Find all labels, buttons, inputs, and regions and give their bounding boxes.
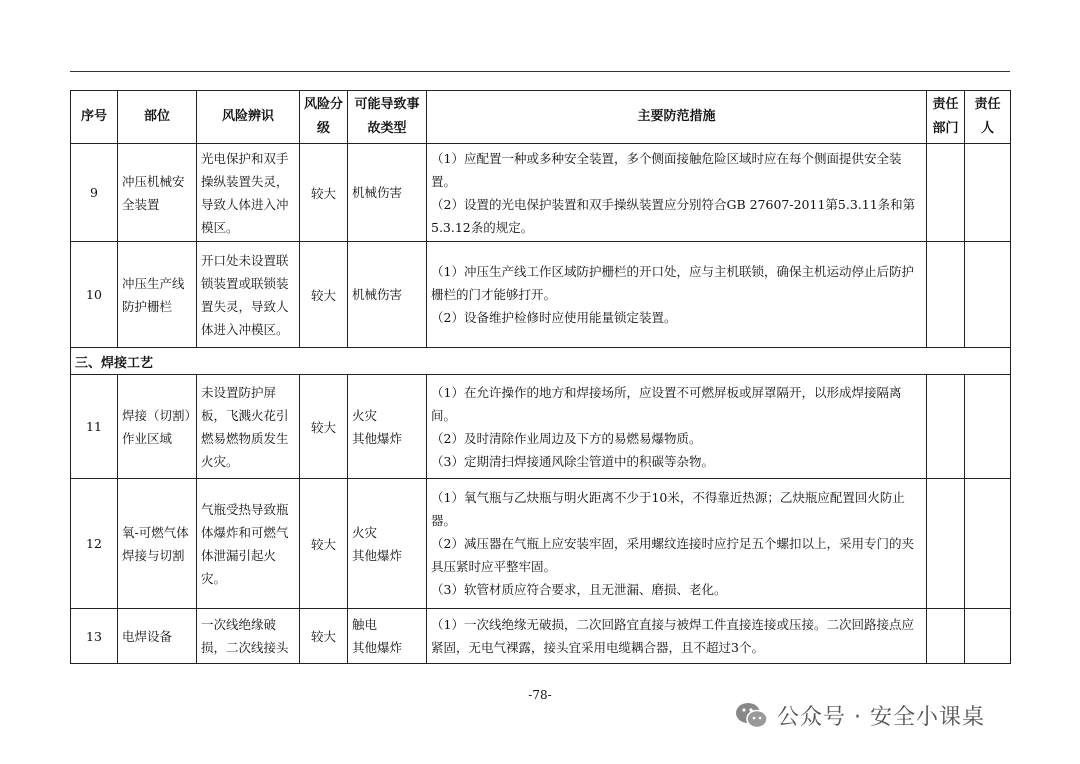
row-part: 冲压生产线防护栅栏 [118,242,197,348]
row-dept [927,375,965,479]
top-rule [70,71,1010,72]
measure-item: （2）及时清除作业周边及下方的易燃易爆物质。 [431,430,702,446]
row-accident [348,609,427,664]
row-measures [427,242,927,348]
measure-item: （1）应配置一种或多种安全装置，多个侧面接触危险区域时应在每个侧面提供安全装置。 [431,150,902,189]
table-row [71,609,1011,664]
row-part: 电焊设备 [118,609,197,664]
row-person [965,479,1011,609]
accident-type: 其他爆炸 [352,430,403,446]
header-no: 序号 [71,91,118,144]
row-part: 焊接（切割）作业区域 [118,375,197,479]
risk-table [70,90,1011,664]
measure-item: （2）设备维护检修时应使用能量锁定装置。 [431,310,677,325]
row-person [965,242,1011,348]
table-row [71,144,1011,242]
table-body-welding [71,375,1011,664]
measure-item: （1）在允许操作的地方和焊接场所，应设置不可燃屏板或屏罩隔开，以形成焊接隔离间。 [431,384,902,423]
row-number: 13 [71,609,118,664]
row-accident [348,375,427,479]
row-number: 10 [71,242,118,348]
row-risk: 气瓶受热导致瓶体爆炸和可燃气体泄漏引起火灾。 [197,479,300,609]
accident-type: 火灾 [352,524,378,540]
table-row [71,242,1011,348]
accident-type: 火灾 [352,407,378,423]
section-title: 三、焊接工艺 [71,348,1011,375]
row-person [965,375,1011,479]
row-level: 较大 [300,609,348,664]
header-measures: 主要防范措施 [427,91,927,144]
table-body-machinery [71,144,1011,348]
row-dept [927,609,965,664]
header-part: 部位 [118,91,197,144]
header-risk: 风险辨识 [197,91,300,144]
header-level: 风险分级 [300,91,348,144]
accident-type: 其他爆炸 [352,547,403,563]
row-dept [927,242,965,348]
measure-item: （3）定期清扫焊接通风除尘管道中的积碳等杂物。 [431,453,714,469]
watermark [735,700,985,731]
measure-item: （1）氧气瓶与乙炔瓶与明火距离不少于10米，不得靠近热源；乙炔瓶应配置回火防止器。 [431,490,905,528]
accident-type: 触电 [352,617,378,632]
row-measures [427,479,927,609]
accident-type: 机械伤害 [352,287,403,302]
row-number: 12 [71,479,118,609]
row-level: 较大 [300,375,348,479]
row-level: 较大 [300,479,348,609]
table-row [71,375,1011,479]
wechat-icon [735,701,769,731]
row-dept [927,479,965,609]
row-risk: 光电保护和双手操纵装置失灵，导致人体进入冲模区。 [197,144,300,242]
row-measures [427,609,927,664]
header-person: 责任人 [965,91,1011,144]
row-level: 较大 [300,242,348,348]
header-accident: 可能导致事故类型 [348,91,427,144]
accident-type: 其他爆炸 [352,640,403,655]
measure-item: （2）设置的光电保护装置和双手操纵装置应分别符合GB 27607-2011第5.3.11条和第5.3.12条的规定。 [431,196,916,235]
watermark-text: 公众号 · 安全小课桌 [777,705,985,730]
measure-item: （1）冲压生产线工作区域防护栅栏的开口处，应与主机联锁，确保主机运动停止后防护栅栏的门才能够打开。 [431,264,914,302]
measure-item: （3）软管材质应符合要求，且无泄漏、磨损、老化。 [431,582,727,597]
table-row [71,479,1011,609]
row-person [965,144,1011,242]
row-accident [348,144,427,242]
row-dept [927,144,965,242]
row-part: 氧-可燃气体焊接与切割 [118,479,197,609]
row-part: 冲压机械安全装置 [118,144,197,242]
row-number: 11 [71,375,118,479]
measure-item: （1）一次线绝缘无破损，二次回路宜直接与被焊工件直接连接或压接。二次回路接点应紧固，无电气裸露，接头宜采用电缆耦合器，且不超过3个。 [431,617,914,655]
section-row [71,348,1011,375]
row-risk: 未设置防护屏板，飞溅火花引燃易燃物质发生火灾。 [197,375,300,479]
row-number: 9 [71,144,118,242]
page-number: -78- [528,688,552,702]
row-accident [348,479,427,609]
row-risk: 开口处未设置联锁装置或联锁装置失灵，导致人体进入冲模区。 [197,242,300,348]
header-row [71,91,1011,144]
row-person [965,609,1011,664]
row-level: 较大 [300,144,348,242]
row-measures [427,375,927,479]
row-accident [348,242,427,348]
accident-type: 机械伤害 [352,185,403,200]
measure-item: （2）减压器在气瓶上应安装牢固，采用螺纹连接时应拧足五个螺扣以上，采用专门的夹具压紧时应平整牢固。 [431,536,914,574]
header-dept: 责任部门 [927,91,965,144]
row-risk: 一次线绝缘破损，二次线接头 [197,609,300,664]
row-measures [427,144,927,242]
